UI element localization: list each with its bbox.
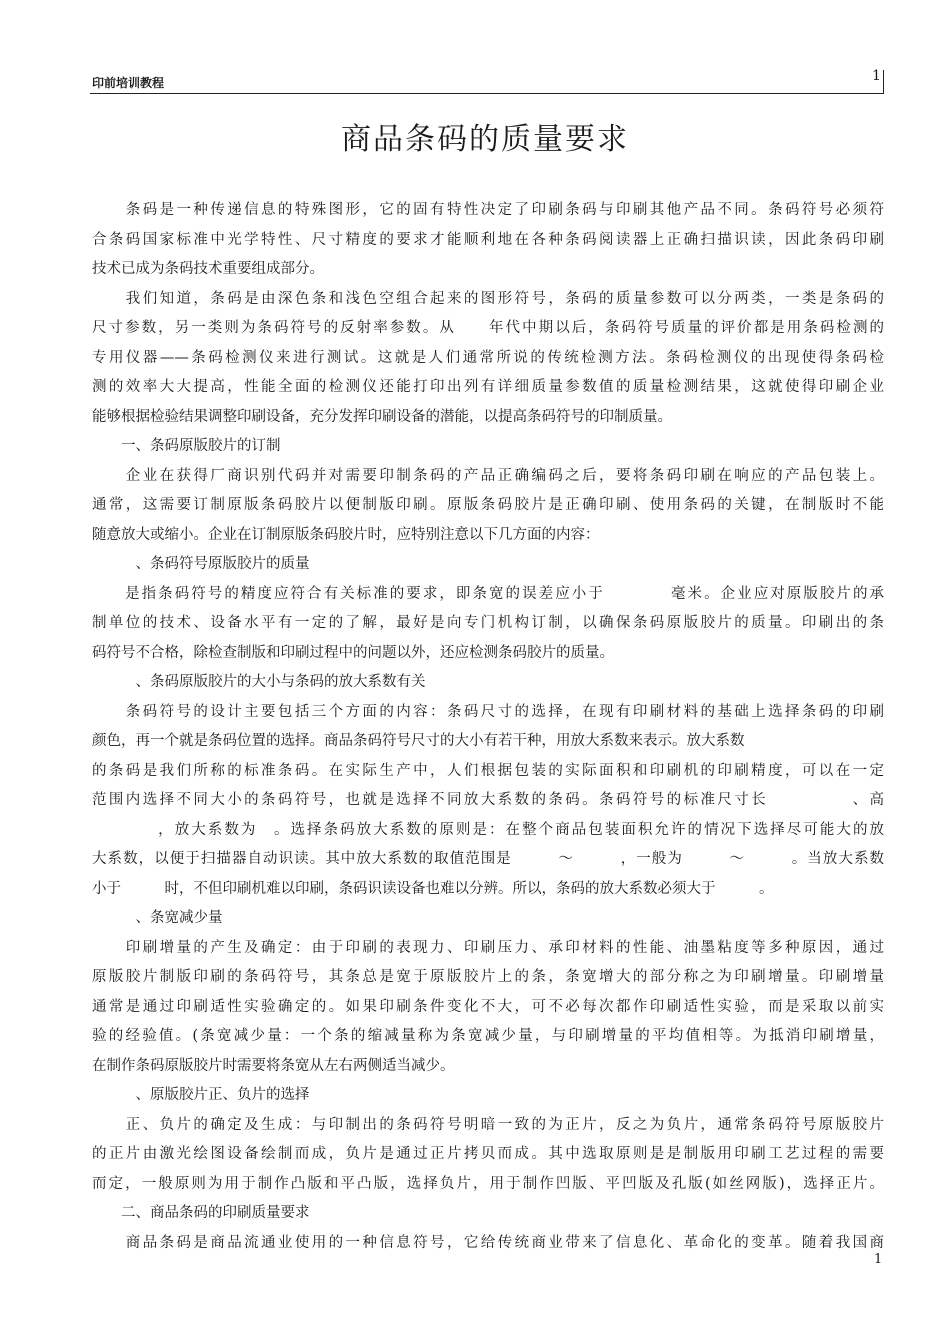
header-rule: [90, 93, 884, 94]
body-text-line: 条码符号的设计主要包括三个方面的内容：条码尺寸的选择，在现有印刷材料的基础上选择条码的印刷: [92, 703, 884, 720]
section-heading: 、条码原版胶片的大小与条码的放大系数有关: [92, 674, 426, 690]
body-text-line: 小于 时，不但印刷机难以印刷，条码识读设备也难以分辨。所以，条码的放大系数必须大于 。: [92, 880, 774, 897]
document-title: 商品条码的质量要求: [341, 122, 629, 157]
body-text-line: 大系数，以便于扫描器自动识读。其中放大系数的取值范围是 ～ ，一般为 ～ 。当放大系数: [92, 851, 884, 867]
header-label: 印前培训教程: [92, 76, 165, 90]
body-text-line: 技术已成为条码技术重要组成部分。: [92, 261, 324, 277]
document-body: [92, 196, 884, 1258]
body-text-line: 尺寸参数，另一类则为条码符号的反射率参数。从 年代中期以后，条码符号质量的评价都是用条码检测的: [92, 320, 884, 336]
body-text-line: 验的经验值。(条宽减少量：一个条的缩减量称为条宽减少量，与印刷增量的平均值相等。为抵消印刷增量，: [92, 1028, 884, 1044]
body-text-line: 通常，这需要订制原版条码胶片以便制版印刷。原版条码胶片是正确印刷、使用条码的关键，在制版时不能: [92, 497, 884, 513]
body-text-line: 专用仪器——条码检测仪来进行测试。这就是人们通常所说的传统检测方法。条码检测仪的出现使得条码检: [92, 349, 884, 366]
body-text-line: 能够根据检验结果调整印刷设备，充分发挥印刷设备的潜能，以提高条码符号的印制质量。: [92, 408, 672, 425]
body-text-line: 颜色，再一个就是条码位置的选择。商品条码符号尺寸的大小有若干种，用放大系数来表示。放大系数: [92, 733, 745, 749]
body-text-line: 我们知道，条码是由深色条和浅色空组合起来的图形符号，条码的质量参数可以分两类，一类是条码的: [92, 290, 884, 307]
body-text-line: 码符号不合格，除检查制版和印刷过程中的问题以外，还应检测条码胶片的质量。: [92, 644, 614, 661]
body-text-line: 范围内选择不同大小的条码符号，也就是选择不同放大系数的条码。条码符号的标准尺寸长 、高: [92, 792, 884, 808]
body-text-line: 是指条码符号的精度应符合有关标准的要求，即条宽的误差应小于 毫米。企业应对原版胶片的承: [92, 585, 884, 602]
section-heading: 、原版胶片正、负片的选择: [92, 1087, 310, 1103]
body-text-line: 的正片由激光绘图设备绘制而成，负片是通过正片拷贝而成。其中选取原则是是制版用印刷工艺过程的需要: [92, 1146, 884, 1162]
body-text-line: 在制作条码原版胶片时需要将条宽从左右两侧适当减少。: [92, 1057, 455, 1074]
body-text-line: 测的效率大大提高，性能全面的检测仪还能打印出列有详细质量参数值的质量检测结果，这就使得印刷企业: [92, 379, 884, 395]
body-text-line: 条码是一种传递信息的特殊图形，它的固有特性决定了印刷条码与印刷其他产品不同。条码符号必须符: [92, 202, 884, 218]
footer-page-number: 1: [874, 1252, 883, 1267]
body-text-line: 商品条码是商品流通业使用的一种信息符号，它给传统商业带来了信息化、革命化的变革。随着我国商: [92, 1234, 884, 1251]
section-heading: 、条码符号原版胶片的质量: [92, 556, 310, 572]
body-text-line: 企业在获得厂商识别代码并对需要印制条码的产品正确编码之后，要将条码印刷在响应的产品包装上。: [92, 467, 884, 484]
header-page-number: 1: [872, 68, 881, 84]
body-text-line: 正、负片的确定及生成：与印制出的条码符号明暗一致的为正片，反之为负片，通常条码符号原版胶片: [92, 1116, 884, 1133]
body-text-line: 印刷增量的产生及确定：由于印刷的表现力、印刷压力、承印材料的性能、油墨粘度等多种原因，通过: [92, 939, 884, 956]
section-heading: 二、商品条码的印刷质量要求: [92, 1205, 310, 1221]
body-text-line: 合条码国家标准中光学特性、尺寸精度的要求才能顺利地在各种条码阅读器上正确扫描识读，因此条码印刷: [92, 231, 884, 248]
section-heading: 、条宽减少量: [92, 910, 223, 926]
section-heading: 一、条码原版胶片的订制: [92, 438, 281, 454]
body-text-line: 而定，一般原则为用于制作凸版和平凸版，选择负片，用于制作凹版、平凹版及孔版(如丝网版)，选择正片。: [92, 1175, 884, 1192]
body-text-line: 随意放大或缩小。企业在订制原版条码胶片时，应特别注意以下几方面的内容：: [92, 526, 600, 543]
body-text-line: ，放大系数为 。选择条码放大系数的原则是：在整个商品包装面积允许的情况下选择尽可能大的放: [92, 821, 884, 838]
body-text-line: 原版胶片制版印刷的条码符号，其条总是宽于原版胶片上的条，条宽增大的部分称之为印刷增量。印刷增量: [92, 969, 884, 985]
body-text-line: 制单位的技术、设备水平有一定的了解，最好是向专门机构订制，以确保条码原版胶片的质量。印刷出的条: [92, 615, 884, 631]
body-text-line: 通常是通过印刷适性实验确定的。如果印刷条件变化不大，可不必每次都作印刷适性实验，而是采取以前实: [92, 998, 884, 1015]
body-text-line: 的条码是我们所称的标准条码。在实际生产中，人们根据包装的实际面积和印刷机的印刷精度，可以在一定: [92, 762, 884, 779]
header-divider-tick: [883, 70, 884, 94]
